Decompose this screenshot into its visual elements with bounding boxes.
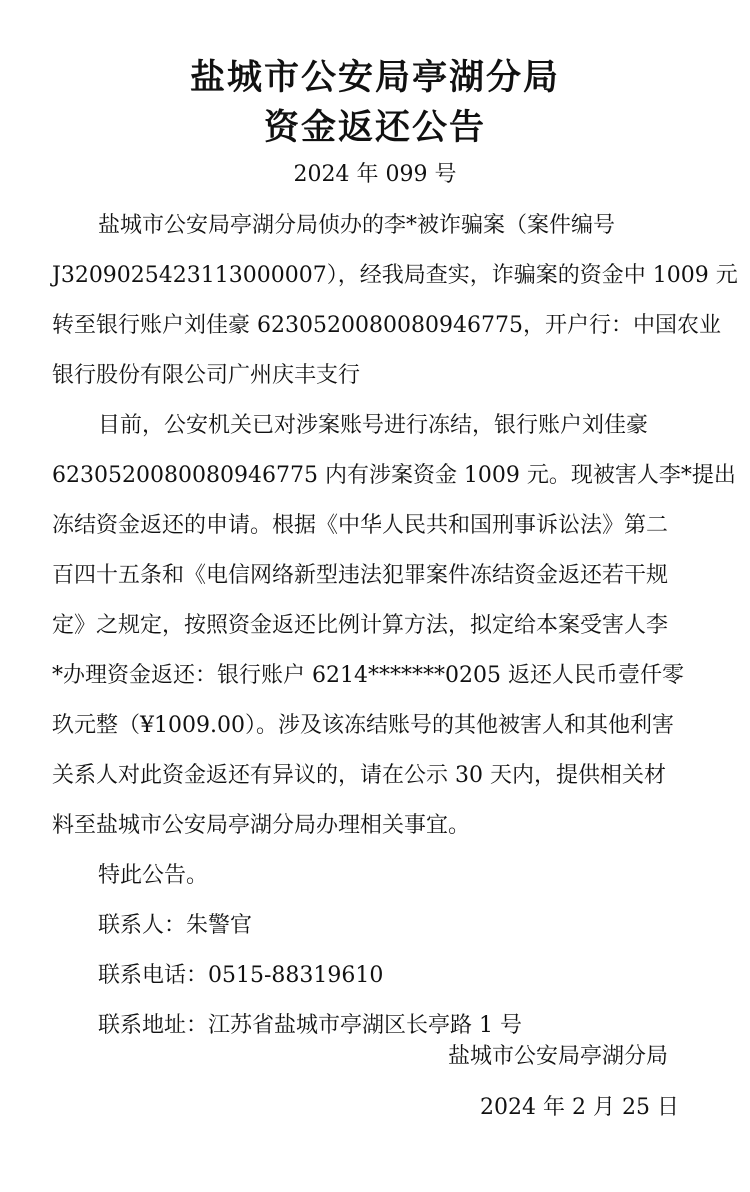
- paragraph2-line8: 关系人对此资金返还有异议的，请在公示 30 天内，提供相关材: [52, 763, 666, 788]
- notice-title-line1: 盐城市公安局亭湖分局: [189, 58, 560, 98]
- paragraph2-line5: 定》之规定，按照资金返还比例计算方法，拟定给本案受害人李: [52, 613, 669, 638]
- document-number: 2024 年 099 号: [293, 162, 457, 187]
- paragraph2-line9: 料至盐城市公安局亭湖分局办理相关事宜。: [52, 813, 471, 838]
- paragraph1-line4: 银行股份有限公司广州庆丰支行: [52, 363, 361, 388]
- contact-phone: 联系电话：0515-88319610: [98, 963, 384, 988]
- contact-address: 联系地址：江苏省盐城市亭湖区长亭路 1 号: [98, 1013, 522, 1038]
- closing-text: 特此公告。: [98, 863, 209, 888]
- paragraph2-line6: *办理资金返还：银行账户 6214*******0205 返还人民币壹仟零: [52, 663, 684, 688]
- paragraph2-line7: 玖元整（¥1009.00）。涉及该冻结账号的其他被害人和其他利害: [52, 713, 674, 738]
- contact-person: 联系人：朱警官: [98, 913, 253, 938]
- paragraph2-line1: 目前，公安机关已对涉案账号进行冻结，银行账户刘佳豪: [98, 413, 649, 438]
- paragraph2-line4: 百四十五条和《电信网络新型违法犯罪案件冻结资金返还若干规: [52, 563, 669, 588]
- paragraph2-line3: 冻结资金返还的申请。根据《中华人民共和国刑事诉讼法》第二: [52, 513, 669, 538]
- paragraph1-line2: J3209025423113000007），经我局查实，诈骗案的资金中 1009 元: [52, 263, 738, 288]
- signature-date: 2024 年 2 月 25 日: [480, 1095, 679, 1120]
- notice-title-line2: 资金返还公告: [263, 108, 486, 148]
- signature-organization: 盐城市公安局亭湖分局: [448, 1044, 669, 1069]
- paragraph2-line2: 6230520080080946775 内有涉案资金 1009 元。现被害人李*提出: [52, 463, 736, 488]
- paragraph1-line1: 盐城市公安局亭湖分局侦办的李*被诈骗案（案件编号: [98, 213, 616, 238]
- paragraph1-line3: 转至银行账户刘佳豪 6230520080080946775，开户行：中国农业: [52, 313, 721, 338]
